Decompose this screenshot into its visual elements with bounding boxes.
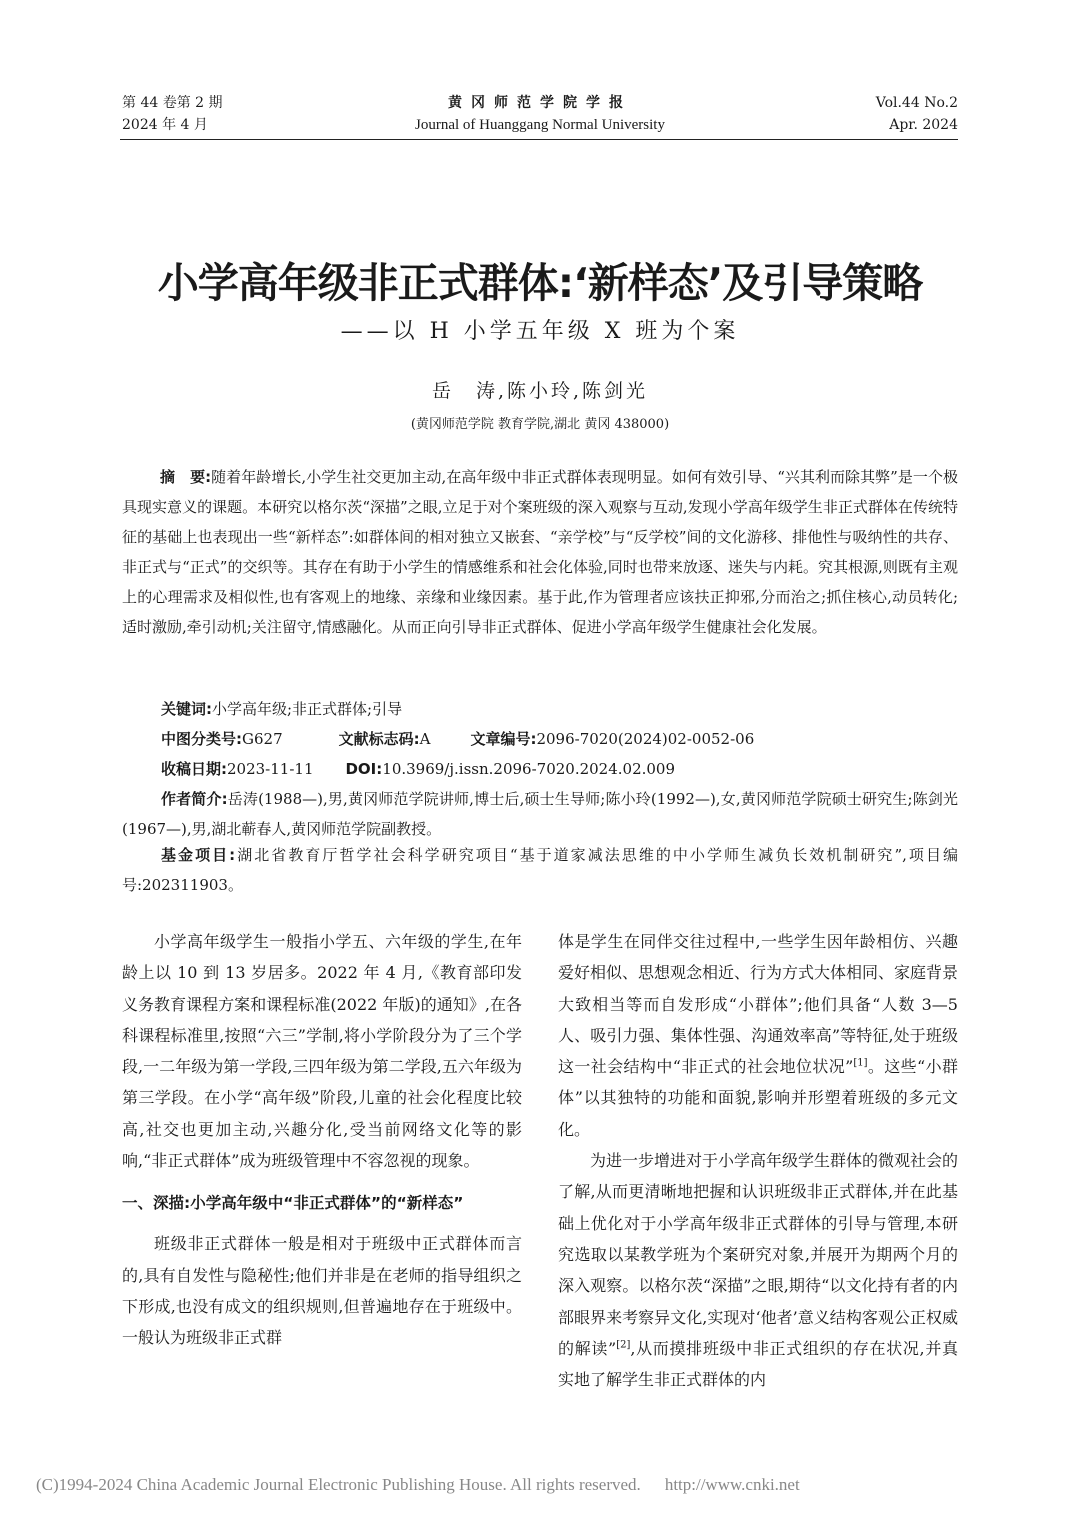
clc-value: G627: [242, 730, 283, 748]
volume-issue-en: Vol.44 No.2: [875, 95, 958, 111]
body-paragraph: 小学高年级学生一般指小学五、六年级的学生,在年龄上以 10 到 13 岁居多。2022 年 4 月,《教育部印发义务教育课程方案和课程标准(2022 年版)的通知》,在各科课程标准里,按照“六三”学制,将小学阶段分为了三个学段,一二年级为第一学段,三四年级为第二学段,五六年级为第三学段。在小学“高年级”阶段,儿童的社会化程度比较高,社交也更加主动,兴趣分化,受当前网络文化等的影响,“非正式群体”成为班级管理中不容忽视的现象。: [122, 932, 522, 1171]
body-paragraph: 体是学生在同伴交往过程中,一些学生因年龄相仿、兴趣爱好相似、思想观念相近、行为方式大体相同、家庭背景大致相当等而自发形成“小群体”;他们具备“人数 3—5 人、吸引力强、集体性强、沟通效率高”等特征,处于班级这一社会结构中“非正式的社会地位状况”[1]。这些“小群体”以其独特的功能和面貌,影响并形塑着班级的多元文化。: [558, 932, 959, 1139]
section-heading: 一、深描:小学高年级中“非正式群体”的“新样态”: [122, 1194, 464, 1213]
article-title: 小学高年级非正式群体:‘新样态’及引导策略: [157, 259, 923, 307]
header-divider: [120, 139, 958, 140]
fund-text: 湖北省教育厅哲学社会科学研究项目“基于道家减法思维的中小学师生减负长效机制研究”,项目编号:202311903。: [122, 846, 959, 894]
keywords: [161, 694, 958, 724]
doi-label: DOI:: [345, 760, 383, 778]
doc-code-label: 文献标志码:: [338, 730, 420, 748]
article-no-label: 文章编号:: [470, 730, 537, 748]
citation-ref[interactable]: [1]: [853, 1057, 868, 1069]
author-bio: [122, 784, 958, 844]
body-column-left: [122, 926, 522, 1354]
abstract-text: 随着年龄增长,小学生社交更加主动,在高年级中非正式群体表现明显。如何有效引导、“兴其利而除其弊”是一个极具现实意义的课题。本研究以格尔茨“深描”之眼,立足于对个案班级的深入观察与互动,发现小学高年级学生非正式群体在传统特征的基础上也表现出一些“新样态”:如群体间的相对独立又嵌套、“亲学校”与“反学校”间的文化游移、排他性与吸纳性的共存、非正式与“正式”的交织等。其存在有助于小学生的情感维系和社会化体验,同时也带来放逐、迷失与内耗。究其根源,则既有主观上的心理需求及相似性,也有客观上的地缘、亲缘和业缘因素。基于此,作为管理者应该扶正抑邪,分而治之;抓住核心,动员转化;适时激励,牵引动机;关注留守,情感融化。从而正向引导非正式群体、促进小学高年级学生健康社会化发展。: [122, 468, 958, 636]
article-authors: 岳 涛,陈小玲,陈剑光: [431, 380, 649, 402]
issue-date: 2024 年 4 月: [122, 117, 208, 133]
received-label: 收稿日期:: [161, 760, 227, 778]
bio-text: 岳涛(1988—),男,黄冈师范学院讲师,博士后,硕士生导师;陈小玲(1992—),女,黄冈师范学院硕士研究生;陈剑光(1967—),男,湖北蕲春人,黄冈师范学院副教授。: [122, 790, 959, 838]
issue-date-en: Apr. 2024: [889, 117, 958, 133]
fund-info: [122, 840, 958, 900]
doc-code-value: A: [419, 730, 431, 748]
abstract-label: 摘 要:: [160, 468, 212, 486]
bio-label: 作者简介:: [161, 790, 228, 808]
citation-ref[interactable]: [2]: [616, 1339, 631, 1351]
journal-volume-en: [876, 92, 958, 136]
copyright-notice: (C)1994-2024 China Academic Journal Electronic Publishing House. All rights reserved.: [36, 1475, 641, 1494]
body-column-right: [558, 926, 958, 1395]
body-paragraph: 班级非正式群体一般是相对于班级中正式群体而言的,具有自发性与隐秘性;他们并非是在老师的指导组织之下形成,也没有成文的组织规则,但普遍地存在于班级中。一般认为班级非正式群: [122, 1234, 522, 1348]
article-no-value: 2096-7020(2024)02-0052-06: [536, 730, 755, 748]
received-value: 2023-11-11: [227, 760, 314, 778]
page-footer: [36, 1475, 800, 1495]
abstract: [122, 462, 958, 642]
volume-issue: 第 44 卷第 2 期: [122, 95, 223, 111]
journal-name-cn: 黄冈师范学院学报: [448, 95, 632, 111]
body-paragraph: 为进一步增进对于小学高年级学生群体的微观社会的了解,从而更清晰地把握和认识班级非正式群体,并在此基础上优化对于小学高年级非正式群体的引导与管理,本研究选取以某教学班为个案研究对象,并展开为期两个月的深入观察。以格尔茨“深描”之眼,期待“以文化持有者的内部眼界来考察异文化,实现对‘他者’意义结构客观公正权威的解读”[2],从而摸排班级中非正式组织的存在状况,并真实地了解学生非正式群体的内: [558, 1151, 959, 1390]
doi-value: 10.3969/j.issn.2096-7020.2024.02.009: [382, 760, 676, 778]
cnki-link[interactable]: http://www.cnki.net: [664, 1475, 800, 1494]
clc-label: 中图分类号:: [161, 730, 242, 748]
author-affiliation: (黄冈师范学院 教育学院,湖北 黄冈 438000): [410, 417, 670, 432]
classification-line: [161, 724, 958, 754]
keywords-text: 小学高年级;非正式群体;引导: [212, 700, 403, 718]
journal-name-en: Journal of Huanggang Normal University: [415, 117, 665, 133]
fund-label: 基金项目:: [161, 846, 236, 864]
keywords-label: 关键词:: [161, 700, 212, 718]
article-subtitle: ——以 H 小学五年级 X 班为个案: [340, 319, 740, 344]
received-doi-line: [161, 754, 958, 784]
